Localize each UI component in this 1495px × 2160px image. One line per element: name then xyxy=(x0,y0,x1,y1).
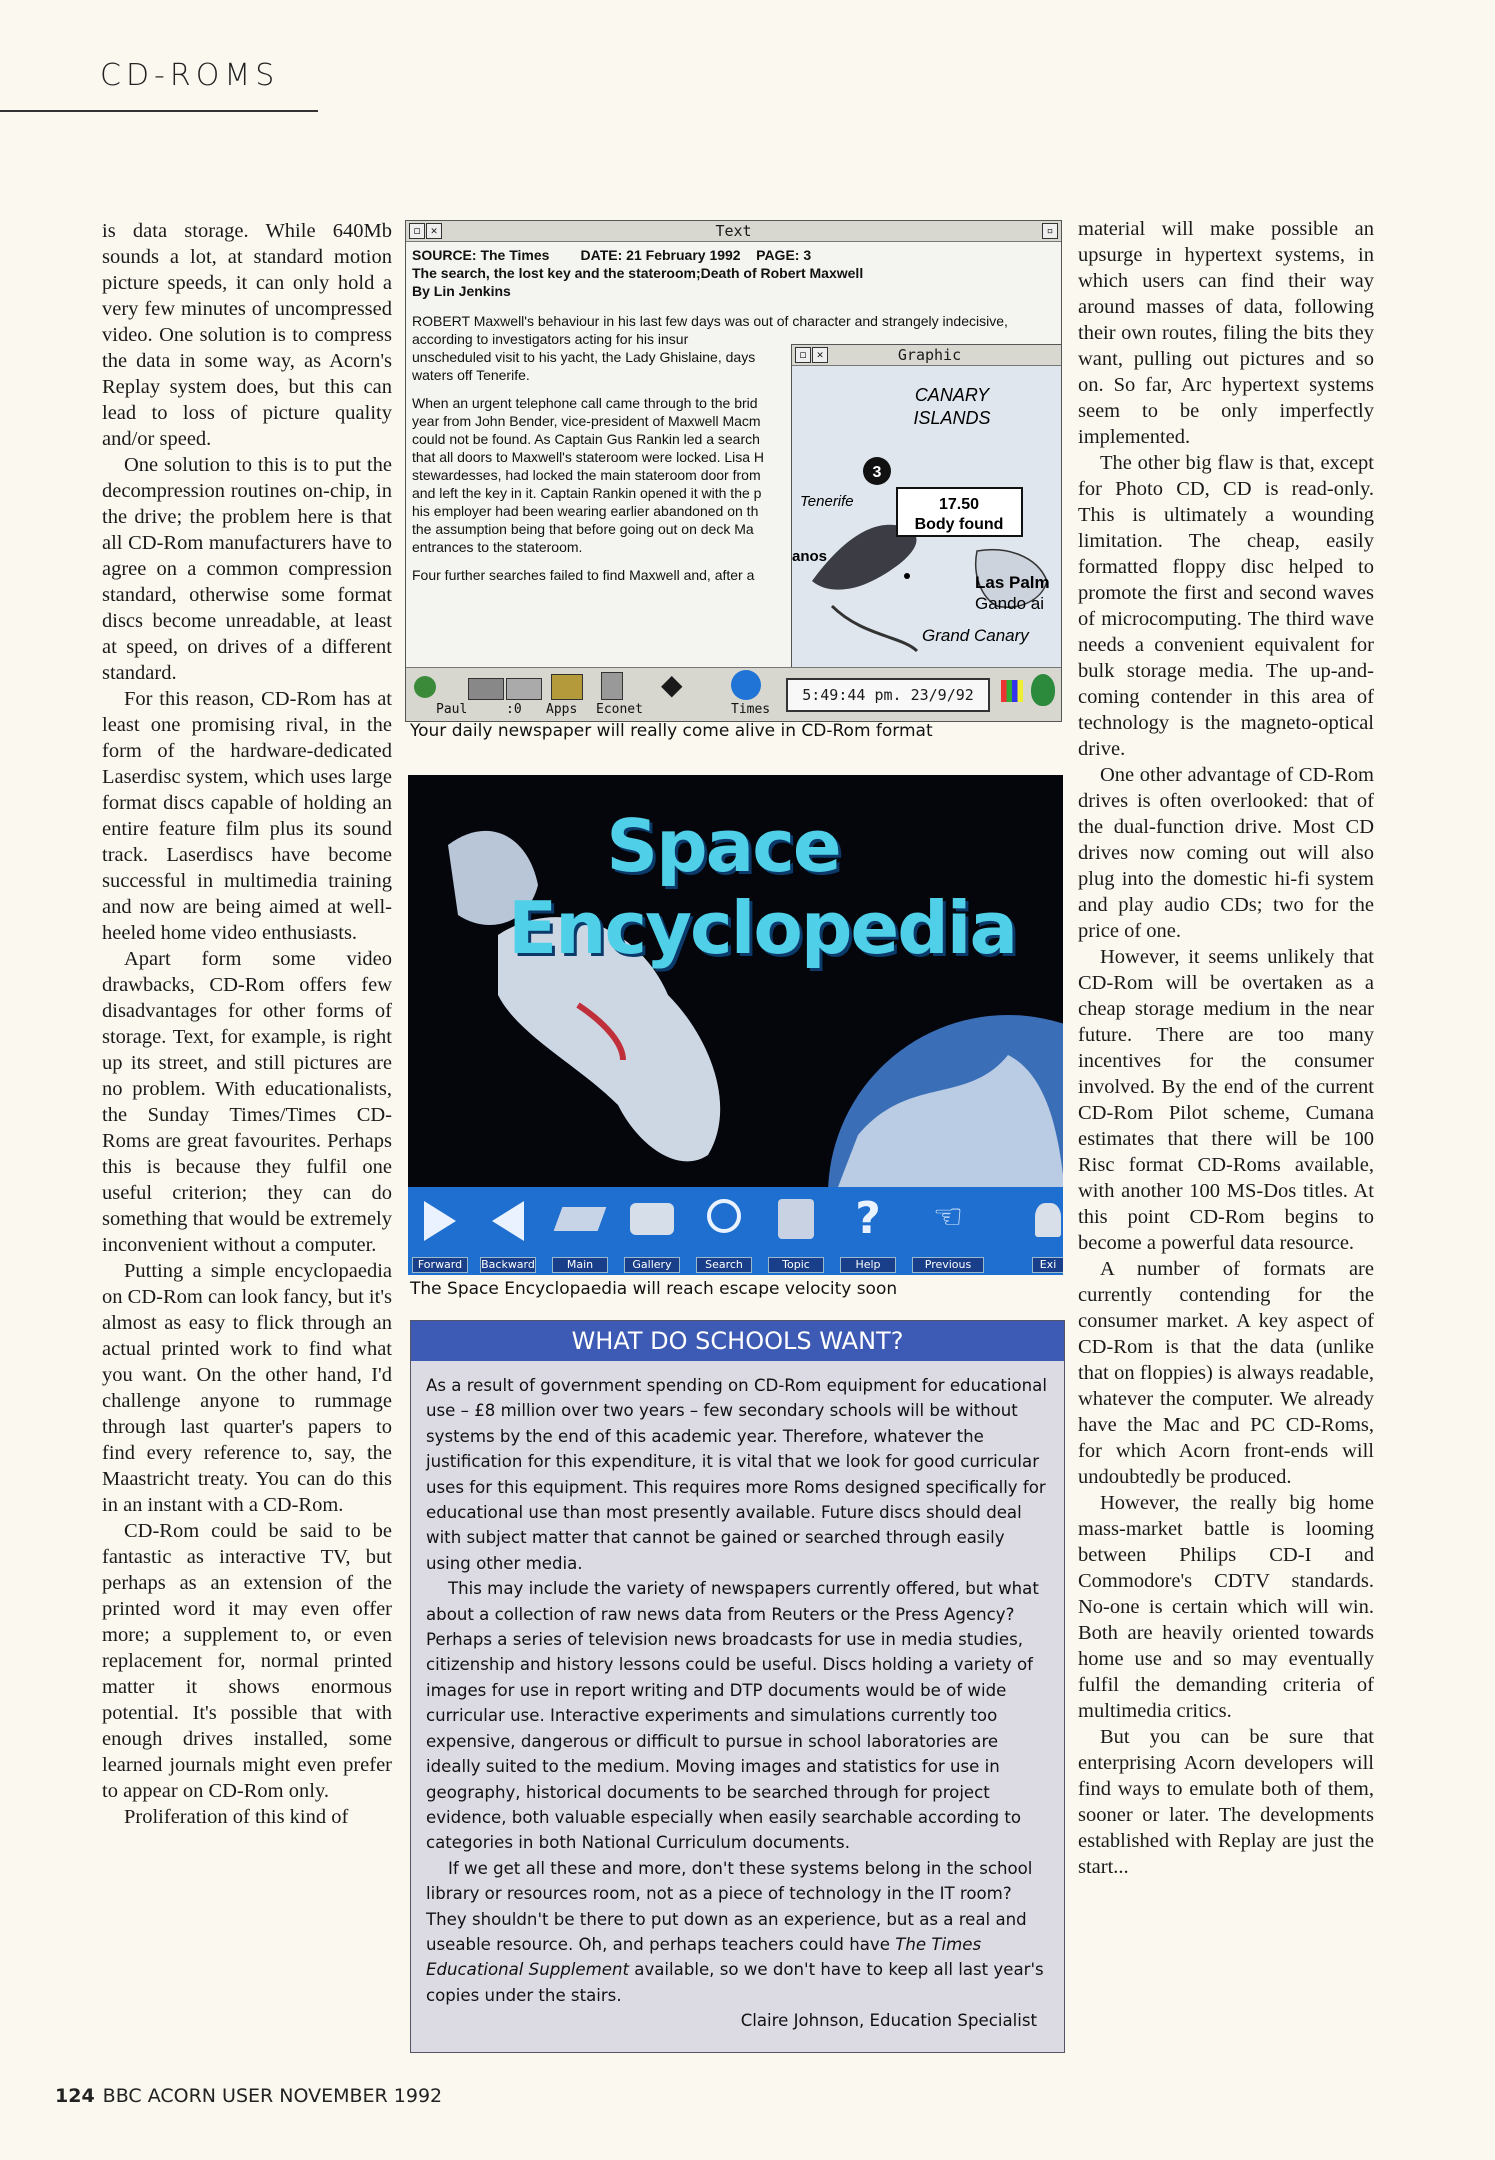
paragraph: However, the really big home mass-market battle is looming between Philips CD-I and Commodore's CDTV standards. No-one is certain which will win. Both are heavily oriented towards home use and so may eventually fulfil the demanding criteria of multimedia critics. xyxy=(1078,1492,1374,1722)
article-byline: By Lin Jenkins xyxy=(412,283,511,299)
paragraph: is data storage. While 640Mb sounds a lot, at standard motion picture speeds, it can only hold a very few minutes of uncompressed video. One solution is to compress the data in some way, as Acorn's Replay system does, but this can lead to loss of picture quality and/or speed. xyxy=(102,220,392,450)
article-line: Four further searches failed to find Maxwell and, after a xyxy=(412,567,755,583)
screenshot-caption: Your daily newspaper will really come alive in CD-Rom format xyxy=(410,721,933,741)
map-region-1: CANARY xyxy=(914,385,990,405)
forward-icon xyxy=(424,1201,456,1241)
schools-paragraph: As a result of government spending on CD-Rom equipment for educational use – £8 million over two years – few secondary schools will be without systems by the end of this academic year. Therefore, whatever the justification for this expenditure, it is vital that we look for good curricular uses for this equipment. This requires more Roms designed specifically for educational use than most presently available. Future discs should deal with subject matter that cannot be gained or searched through easily using other media. xyxy=(426,1376,1047,1573)
article-line: could not be found. As Captain Gus Rankin led a search xyxy=(412,431,760,447)
paragraph: However, it seems unlikely that CD-Rom will be overtaken as a cheap storage medium in the near future. There are too many incentives for the consumer involved. By the end of the current CD-Rom Pilot scheme, Cumana estimates that there will be 100 Risc format CD-Roms available, with another 100 MS-Dos titles. At this point CD-Rom begins to become a powerful data resource. xyxy=(1078,946,1374,1254)
paragraph: One solution to this is to put the decompression routines on-chip, in the drive; the problem here is that all CD-Rom manufacturers have to agree on a common compression standard, otherwise some format discs become unreadable, at least at speed, on drives of a different standard. xyxy=(102,454,392,684)
place-gando: Gando ai xyxy=(975,594,1044,613)
article-line: When an urgent telephone call came through to the brid xyxy=(412,395,758,411)
acorn-icon xyxy=(1031,674,1055,706)
page-number: 124 xyxy=(55,2085,95,2107)
publication-line: BBC ACORN USER NOVEMBER 1992 xyxy=(102,2085,443,2107)
article-line: that all doors to Maxwell's stateroom were locked. Lisa H xyxy=(412,449,765,465)
schools-text: If we get all these and more, don't these systems belong in the school library or resources room, not as a piece of technology in the IT room? They shouldn't be there to put down as an experience, but as a real and useable resource. Oh, and perhaps teachers could have xyxy=(426,1858,1033,1954)
nav-label: Search xyxy=(696,1257,752,1273)
article-line: waters off Tenerife. xyxy=(412,367,530,383)
place-anos: anos xyxy=(792,548,828,565)
place-las-palmas: Las Palm xyxy=(975,573,1050,592)
close-icon: ✕ xyxy=(812,347,828,363)
space-title-line: Space xyxy=(606,804,840,888)
schools-publication-title: The Times Educational Supplement xyxy=(426,1934,982,1980)
paragraph: CD-Rom could be said to be fantastic as interactive TV, but perhaps as an extension of the printed word it may even offer more; a supplement to, or even replacement for, normal printed matter it shows enormous potential. It's possible that with enough drives installed, some learned journals might even prefer to appear on CD-Rom only. xyxy=(102,1520,392,1802)
space-encyclopedia-image xyxy=(408,775,1063,1275)
apps-icon xyxy=(551,674,583,700)
map-titlebar xyxy=(792,345,1062,366)
topic-button[interactable] xyxy=(764,1193,828,1275)
help-button[interactable] xyxy=(836,1193,900,1275)
forward-button[interactable] xyxy=(408,1193,472,1275)
iconbar-label: Apps xyxy=(546,702,578,717)
times-icon xyxy=(731,670,761,700)
section-title: CD-ROMS xyxy=(100,58,280,93)
nav-label: Main xyxy=(552,1257,608,1273)
back-icon: ◻ xyxy=(795,347,811,363)
book-icon xyxy=(554,1207,607,1231)
article-headline: The search, the lost key and the stateroom;Death of Robert Maxwell xyxy=(412,265,864,281)
disc-icon xyxy=(414,676,436,698)
computer-icon xyxy=(778,1199,814,1239)
backward-button[interactable] xyxy=(476,1193,540,1275)
map-graphic xyxy=(792,366,1062,666)
paragraph: Proliferation of this kind of xyxy=(124,1806,349,1828)
article-line: unscheduled visit to his yacht, the Lady Ghislaine, days xyxy=(412,349,756,365)
iconbar-label: :0 xyxy=(506,702,522,717)
map-title: Graphic xyxy=(897,346,962,364)
article-line: his employer had been wearing earlier abandoned on th xyxy=(412,503,759,519)
previous-button[interactable] xyxy=(908,1193,988,1275)
projector-icon xyxy=(630,1203,674,1235)
main-button[interactable] xyxy=(548,1193,612,1275)
schools-sidebar xyxy=(410,1320,1065,2053)
gallery-button[interactable] xyxy=(620,1193,684,1275)
econet-icon xyxy=(601,672,623,700)
palette-icon xyxy=(1001,680,1023,702)
nav-label: Gallery xyxy=(624,1257,680,1273)
exit-button[interactable] xyxy=(1028,1193,1063,1275)
space-title-line: Encyclopedia xyxy=(508,886,1017,970)
question-icon: ? xyxy=(855,1193,881,1244)
map-region-2: ISLANDS xyxy=(913,408,991,428)
diamond-icon: ◆ xyxy=(661,670,683,701)
iconbar-label: Econet xyxy=(596,702,643,717)
nav-label: Exi xyxy=(1032,1257,1063,1273)
search-button[interactable] xyxy=(692,1193,756,1275)
space-caption: The Space Encyclopaedia will reach escape velocity soon xyxy=(410,1279,898,1299)
schools-body xyxy=(411,1361,1064,2034)
nav-label: Forward xyxy=(412,1257,468,1273)
nav-label: Previous xyxy=(912,1257,984,1273)
schools-paragraph: This may include the variety of newspapers currently offered, but what about a collection of raw news data from Reuters or the Press Agency? Perhaps a series of television news broadcasts for use in media studies, citizenship and history lessons could be useful. Discs holding a variety of images for use in report writing and DTP documents would be of wide curricular use. Interactive experiments and simulations currently too expensive, dangerous or difficult to pursue in school laboratories are ideally suited to the medium. Moving images and statistics for use in geography, historical documents to be searched through for project evidence, both valuable especially when easily searchable according to categories in both National Curriculum documents. xyxy=(426,1579,1039,1853)
article-line: ROBERT Maxwell's behaviour in his last few days was out of character and strangely indecisive, according to investigators acting for his insur xyxy=(412,313,1008,347)
paragraph: A number of formats are currently contending for the consumer market. A key aspect of CD-Rom is that the data (unlike that on floppies) is always readable, whatever the computer. We already have the Mac and PC CD-Roms, for which Acorn front-ends will undoubtedly be produced. xyxy=(1078,1258,1374,1488)
window-titlebar xyxy=(406,221,1061,242)
schools-signature: Claire Johnson, Education Specialist xyxy=(740,2011,1037,2031)
paragraph: material will make possible an upsurge in hypertext systems, in which users can find their way around masses of data, following their own routes, filing the bits they want, pulling out pictures and so on. So far, Arc hypertext systems seem to be only imperfectly implemented. xyxy=(1078,218,1374,448)
search-icon xyxy=(707,1199,741,1233)
left-column xyxy=(102,218,392,1830)
article-line: stewardesses, had locked the main stateroom door from xyxy=(412,467,761,483)
window-title: Text xyxy=(715,222,752,240)
map-window xyxy=(791,344,1062,668)
paragraph: For this reason, CD-Rom has at least one promising rival, in the form of the hardware-dedicated Laserdisc system, which uses large format discs capable of holding an entire feature film plus its sound track. Laserdiscs have become successful in multimedia training and now are being aimed at well-heeled home video enthusiasts. xyxy=(102,688,392,944)
icon-bar xyxy=(406,667,1061,722)
encyclopedia-navbar xyxy=(408,1187,1063,1275)
paragraph: Putting a simple encyclopaedia on CD-Rom can look fancy, but it's almost as easy to flick through an actual printed work to find what you want. On the other hand, I'd challenge anyone to rummage through last quarter's papers to find every reference to, say, the Maastricht treaty. You can do this in an instant with a CD-Rom. xyxy=(102,1260,392,1516)
nav-label: Backward xyxy=(481,1258,535,1271)
space-title xyxy=(508,804,1017,970)
article-line: and left the key in it. Captain Rankin opened it with the p xyxy=(412,485,762,501)
section-rule xyxy=(0,110,318,112)
backward-icon xyxy=(492,1201,524,1241)
paragraph: Apart form some video drawbacks, CD-Rom offers few disadvantages for other forms of storage. Text, for example, is right up its street, and still pictures are no problem. With educationalists, the Sunday Times/Times CD-Roms are great favourites. Perhaps this is because they fulfil one useful criterion; they can do something that would be extremely inconvenient without a computer. xyxy=(102,948,392,1256)
close-icon: ✕ xyxy=(426,223,442,239)
drive-icon xyxy=(468,678,504,700)
paragraph: One other advantage of CD-Rom drives is often overlooked: that of the dual-function drive. Most CD drives now coming out will also plug into the domestic hi-fi system and play audio CDs; two for the price of one. xyxy=(1078,764,1374,942)
schools-text: available, so we don't have to keep all last year's copies under the stairs. xyxy=(426,1960,1044,2005)
iconbar-label: Times xyxy=(731,702,771,717)
article-line: the assumption being that before going out on deck Ma xyxy=(412,521,754,537)
nav-label: Topic xyxy=(768,1257,824,1273)
schools-paragraph xyxy=(426,1856,1049,2008)
article-line: year from John Bender, vice-president of Maxwell Macm xyxy=(412,413,761,429)
article-line: entrances to the stateroom. xyxy=(412,539,583,555)
clock-display: 5:49:44 pm. 23/9/92 xyxy=(786,678,990,712)
article-meta: SOURCE: The Times DATE: 21 February 1992 PAGE: 3 xyxy=(412,247,812,263)
ram-icon xyxy=(506,678,542,700)
callout-text: Body found xyxy=(914,516,1004,533)
back-icon: ◻ xyxy=(409,223,425,239)
map-marker-label: 3 xyxy=(872,464,882,481)
pointing-hand-icon: ☜ xyxy=(932,1199,964,1236)
paragraph: The other big flaw is that, except for Photo CD, CD is read-only. This is ultimately a wounding limitation. The cheap, easily formatted floppy disc helped to promote the first and second waves of microcomputing. The third wave needs a convenient equivalent for bulk storage media. The up-and-coming contender in this area of technology is the magneto-optical drive. xyxy=(1078,452,1374,760)
callout-time: 17.50 xyxy=(938,496,980,513)
newspaper-screenshot xyxy=(405,220,1062,722)
toggle-size-icon: ▫ xyxy=(1042,223,1058,239)
right-column xyxy=(1078,216,1374,1880)
schools-heading: WHAT DO SCHOOLS WANT? xyxy=(411,1321,1064,1361)
paragraph: But you can be sure that enterprising Acorn developers will find ways to emulate both of them, sooner or later. The developments established with Replay are just the start... xyxy=(1078,1726,1374,1878)
page-footer xyxy=(55,2085,442,2107)
nav-label: Help xyxy=(840,1257,896,1273)
place-grand-canary: Grand Canary xyxy=(922,626,1029,645)
place-tenerife: Tenerife xyxy=(800,493,854,510)
iconbar-label: Paul xyxy=(436,702,468,717)
exit-icon xyxy=(1035,1203,1061,1237)
